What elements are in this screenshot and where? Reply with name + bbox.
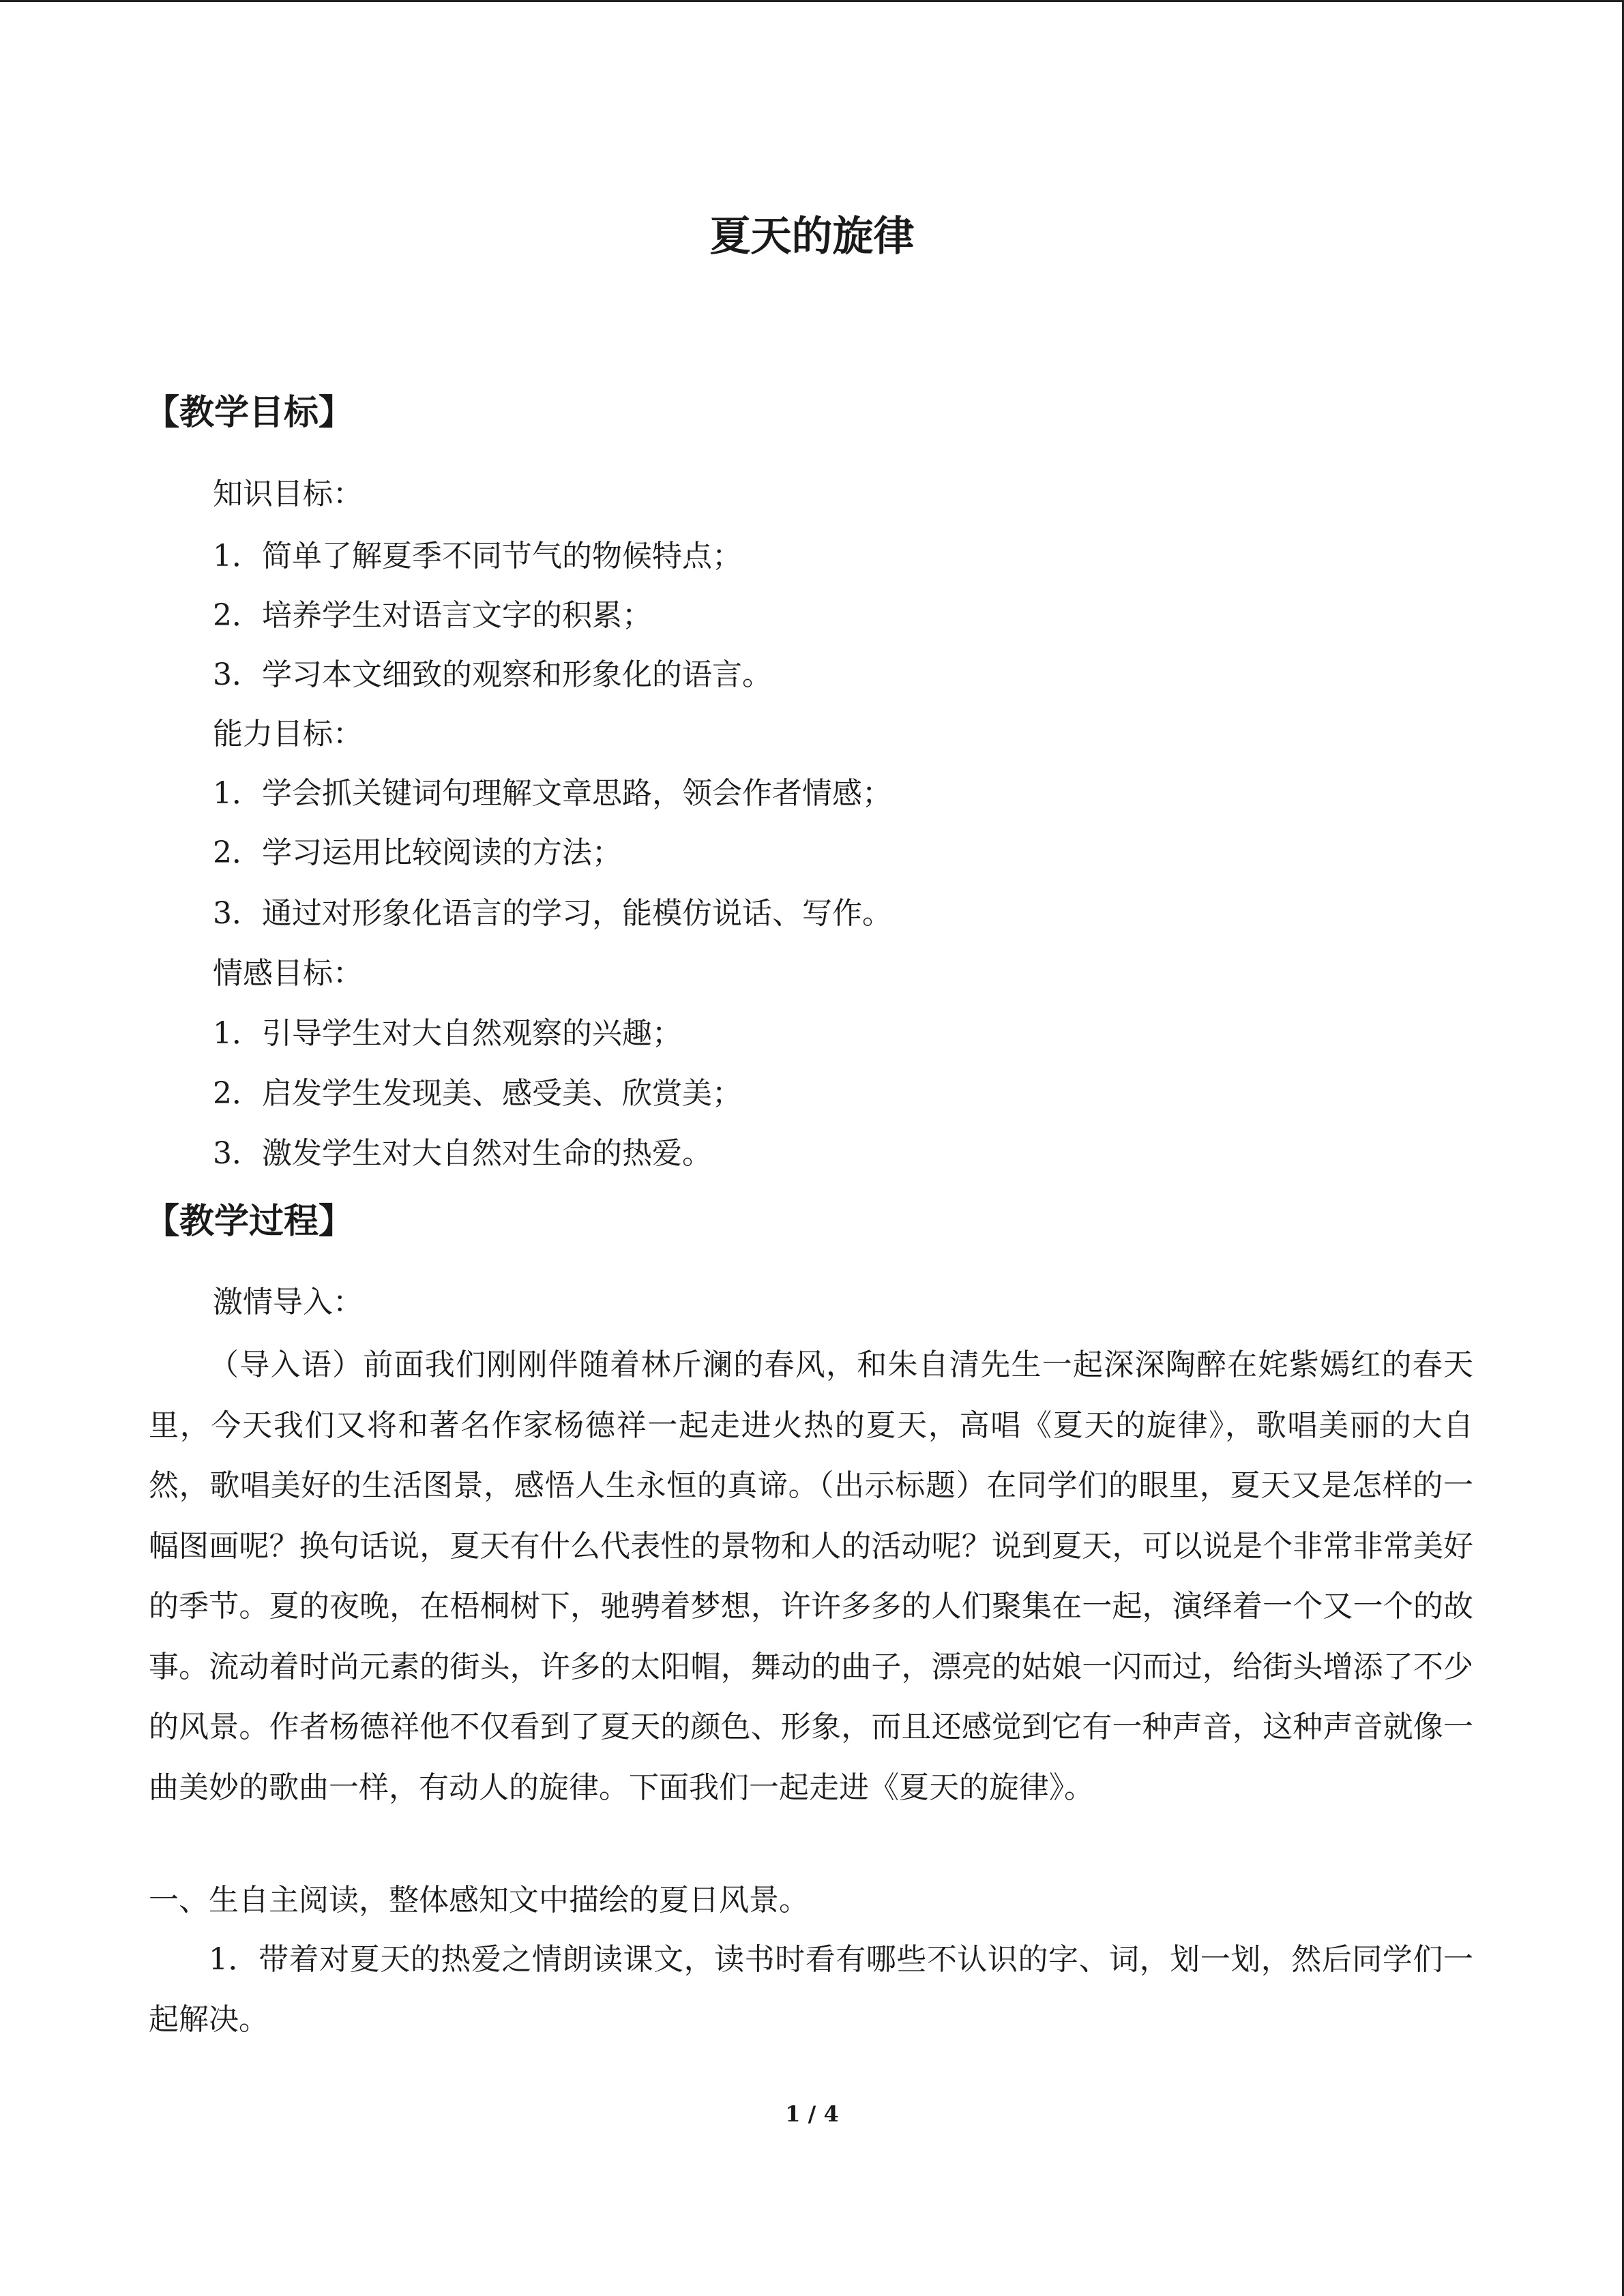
emotion-objective-item: 1．引导学生对大自然观察的兴趣； <box>213 1016 682 1051</box>
emotion-objective-item: 2．启发学生发现美、感受美、欣赏美； <box>213 1076 742 1111</box>
knowledge-objective-item: 1．简单了解夏季不同节气的物候特点； <box>213 539 742 573</box>
knowledge-objective-item: 3．学习本文细致的观察和形象化的语言。 <box>213 657 772 692</box>
step-one-heading: 一、生自主阅读，整体感知文中描绘的夏日风景。 <box>149 1883 809 1918</box>
objectives-heading: 【教学目标】 <box>145 393 354 433</box>
emotion-objective-label: 情感目标： <box>213 956 363 991</box>
document-title: 夏天的旋律 <box>709 213 915 260</box>
intro-paragraph: （导入语）前面我们刚刚伴随着林斤澜的春风，和朱自清先生一起深深陶醉在姹紫嫣红的春天里，今天我们又将和著名作家杨德祥一起走进火热的夏天，高唱《夏天的旋律》，歌唱美丽的大自然，歌唱美好的生活图景，感悟人生永恒的真谛。（出示标题）在同学们的眼里，夏天又是怎样的一幅图画呢？换句话说，夏天有什么代表性的景物和人的活动呢？说到夏天，可以说是个非常非常美好的季节。夏的夜晚，在梧桐树下，驰骋着梦想，许许多多的人们聚集在一起，演绎着一个又一个的故事。流动着时尚元素的街头，许多的太阳帽，舞动的曲子，漂亮的姑娘一闪而过，给街头增添了不少的风景。作者杨德祥他不仅看到了夏天的颜色、形象，而且还感觉到它有一种声音，这种声音就像一曲美妙的歌曲一样，有动人的旋律。下面我们一起走进《夏天的旋律》。 <box>149 1347 1473 1805</box>
knowledge-objective-item: 2．培养学生对语言文字的积累； <box>213 598 652 633</box>
knowledge-objective-label: 知识目标： <box>213 477 363 511</box>
ability-objective-item: 1．学会抓关键词句理解文章思路，领会作者情感； <box>213 776 892 811</box>
step-one-item: 1．带着对夏天的热爱之情朗读课文，读书时看有哪些不认识的字、词，划一划，然后同学们一起解决。 <box>149 1942 1473 2037</box>
process-heading: 【教学过程】 <box>145 1202 354 1242</box>
emotion-objective-item: 3．激发学生对大自然对生命的热爱。 <box>213 1136 712 1171</box>
intro-label: 激情导入： <box>213 1285 363 1320</box>
ability-objective-item: 3．通过对形象化语言的学习，能模仿说话、写作。 <box>213 896 892 931</box>
ability-objective-item: 2．学习运用比较阅读的方法； <box>213 835 622 870</box>
page-border-top <box>0 0 1624 2</box>
page-number: 1 / 4 <box>785 2101 839 2127</box>
ability-objective-label: 能力目标： <box>213 717 363 751</box>
